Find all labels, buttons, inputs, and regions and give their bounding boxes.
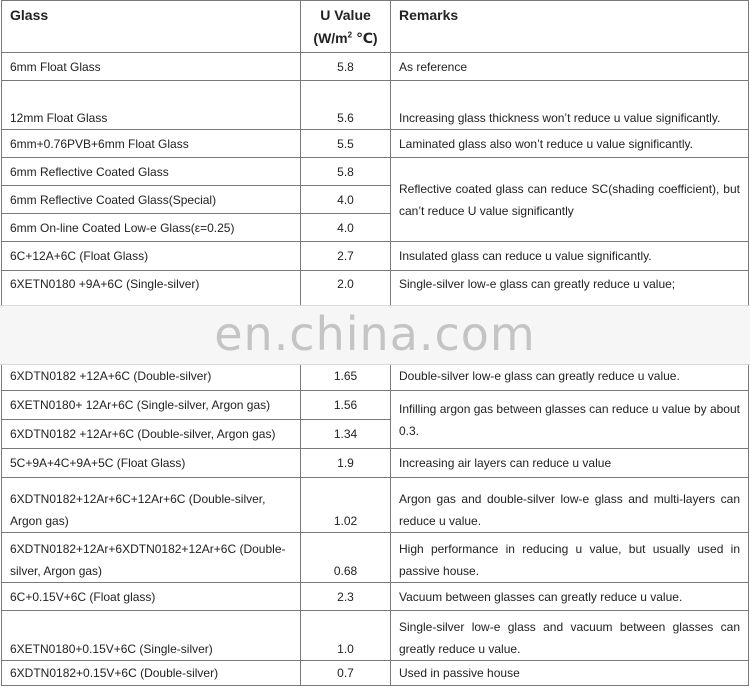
- glass-cell: 12mm Float Glass: [2, 81, 301, 130]
- table-row: [2, 583, 749, 611]
- table-row: [2, 361, 749, 391]
- u-value-cell: 1.0: [301, 611, 391, 661]
- table-row: [2, 53, 749, 81]
- table-row: [2, 478, 749, 533]
- header-u-value-line1: U Value: [320, 7, 371, 23]
- u-value-cell: 1.56: [301, 391, 391, 420]
- u-value-cell: 0.7: [301, 661, 391, 686]
- remark-cell: Double-silver low-e glass can greatly reduce u value.: [391, 361, 749, 391]
- glass-cell: 6XDTN0182+12Ar+6C+12Ar+6C (Double-silver, Argon gas): [2, 478, 301, 533]
- table-row: [2, 158, 749, 186]
- u-value-cell: 5.8: [301, 158, 391, 186]
- header-u-value-sup: 2: [347, 30, 353, 40]
- glass-cell: 6C+0.15V+6C (Float glass): [2, 583, 301, 611]
- remark-cell: Infilling argon gas between glasses can reduce u value by about 0.3.: [391, 391, 749, 449]
- remark-cell: Increasing glass thickness won’t reduce u value significantly.: [391, 81, 749, 130]
- glass-cell: 6mm Reflective Coated Glass(Special): [2, 186, 301, 214]
- table-row: [2, 661, 749, 686]
- glass-cell: 5C+9A+4C+9A+5C (Float Glass): [2, 449, 301, 478]
- table-row: [2, 449, 749, 478]
- table-row: [2, 130, 749, 158]
- remark-cell: Argon gas and double-silver low-e glass and multi-layers can reduce u value.: [391, 478, 749, 533]
- remark-cell: High performance in reducing u value, but usually used in passive house.: [391, 533, 749, 583]
- glass-cell: 6XDTN0182 +12A+6C (Double-silver): [2, 361, 301, 391]
- table-row: [2, 242, 749, 271]
- glass-cell: 6XETN0180 +9A+6C (Single-silver): [2, 271, 301, 361]
- u-value-cell: 1.65: [301, 361, 391, 391]
- glass-cell: 6C+12A+6C (Float Glass): [2, 242, 301, 271]
- remark-cell: Insulated glass can reduce u value significantly.: [391, 242, 749, 271]
- glass-cell: 6mm On-line Coated Low-e Glass(ε=0.25): [2, 214, 301, 242]
- u-value-cell: 1.02: [301, 478, 391, 533]
- remark-cell: Reflective coated glass can reduce SC(shading coefficient), but can’t reduce U value significantly: [391, 158, 749, 242]
- remark-cell: Vacuum between glasses can greatly reduce u value.: [391, 583, 749, 611]
- remark-cell: As reference: [391, 53, 749, 81]
- remark-cell: Single-silver low-e glass and vacuum between glasses can greatly reduce u value.: [391, 611, 749, 661]
- glass-cell: 6XETN0180+ 12Ar+6C (Single-silver, Argon gas): [2, 391, 301, 420]
- u-value-cell: 5.8: [301, 53, 391, 81]
- glass-cell: 6mm Float Glass: [2, 53, 301, 81]
- header-u-value-unit-b: ℃): [352, 30, 378, 46]
- watermark-text: en.china.com: [214, 307, 536, 361]
- u-value-cell: 4.0: [301, 214, 391, 242]
- header-remarks: Remarks: [391, 1, 749, 53]
- u-value-cell: 1.34: [301, 420, 391, 449]
- glass-cell: 6XDTN0182+12Ar+6XDTN0182+12Ar+6C (Double-silver, Argon gas): [2, 533, 301, 583]
- glass-cell: 6mm+0.76PVB+6mm Float Glass: [2, 130, 301, 158]
- u-value-cell: 5.6: [301, 81, 391, 130]
- glass-cell: 6XDTN0182 +12Ar+6C (Double-silver, Argon gas): [2, 420, 301, 449]
- header-u-value-unit-a: (W/m: [313, 30, 348, 46]
- header-u-value: [301, 1, 391, 53]
- header-row: [2, 1, 749, 53]
- table-row: [2, 81, 749, 130]
- u-value-cell: 1.9: [301, 449, 391, 478]
- u-value-cell: 5.5: [301, 130, 391, 158]
- u-value-cell: 2.7: [301, 242, 391, 271]
- remark-cell: Increasing air layers can reduce u value: [391, 449, 749, 478]
- header-glass: Glass: [2, 1, 301, 53]
- table-row: [2, 533, 749, 583]
- table-row: [2, 611, 749, 661]
- u-value-cell: 2.3: [301, 583, 391, 611]
- remark-cell: Used in passive house: [391, 661, 749, 686]
- remark-cell: Laminated glass also won’t reduce u value significantly.: [391, 130, 749, 158]
- u-value-cell: 4.0: [301, 186, 391, 214]
- glass-cell: 6XETN0180+0.15V+6C (Single-silver): [2, 611, 301, 661]
- remark-cell: Single-silver low-e glass can greatly reduce u value;: [391, 271, 749, 361]
- glass-cell: 6mm Reflective Coated Glass: [2, 158, 301, 186]
- u-value-cell: 2.0: [301, 271, 391, 361]
- u-value-cell: 0.68: [301, 533, 391, 583]
- table-row: [2, 391, 749, 420]
- glass-cell: 6XDTN0182+0.15V+6C (Double-silver): [2, 661, 301, 686]
